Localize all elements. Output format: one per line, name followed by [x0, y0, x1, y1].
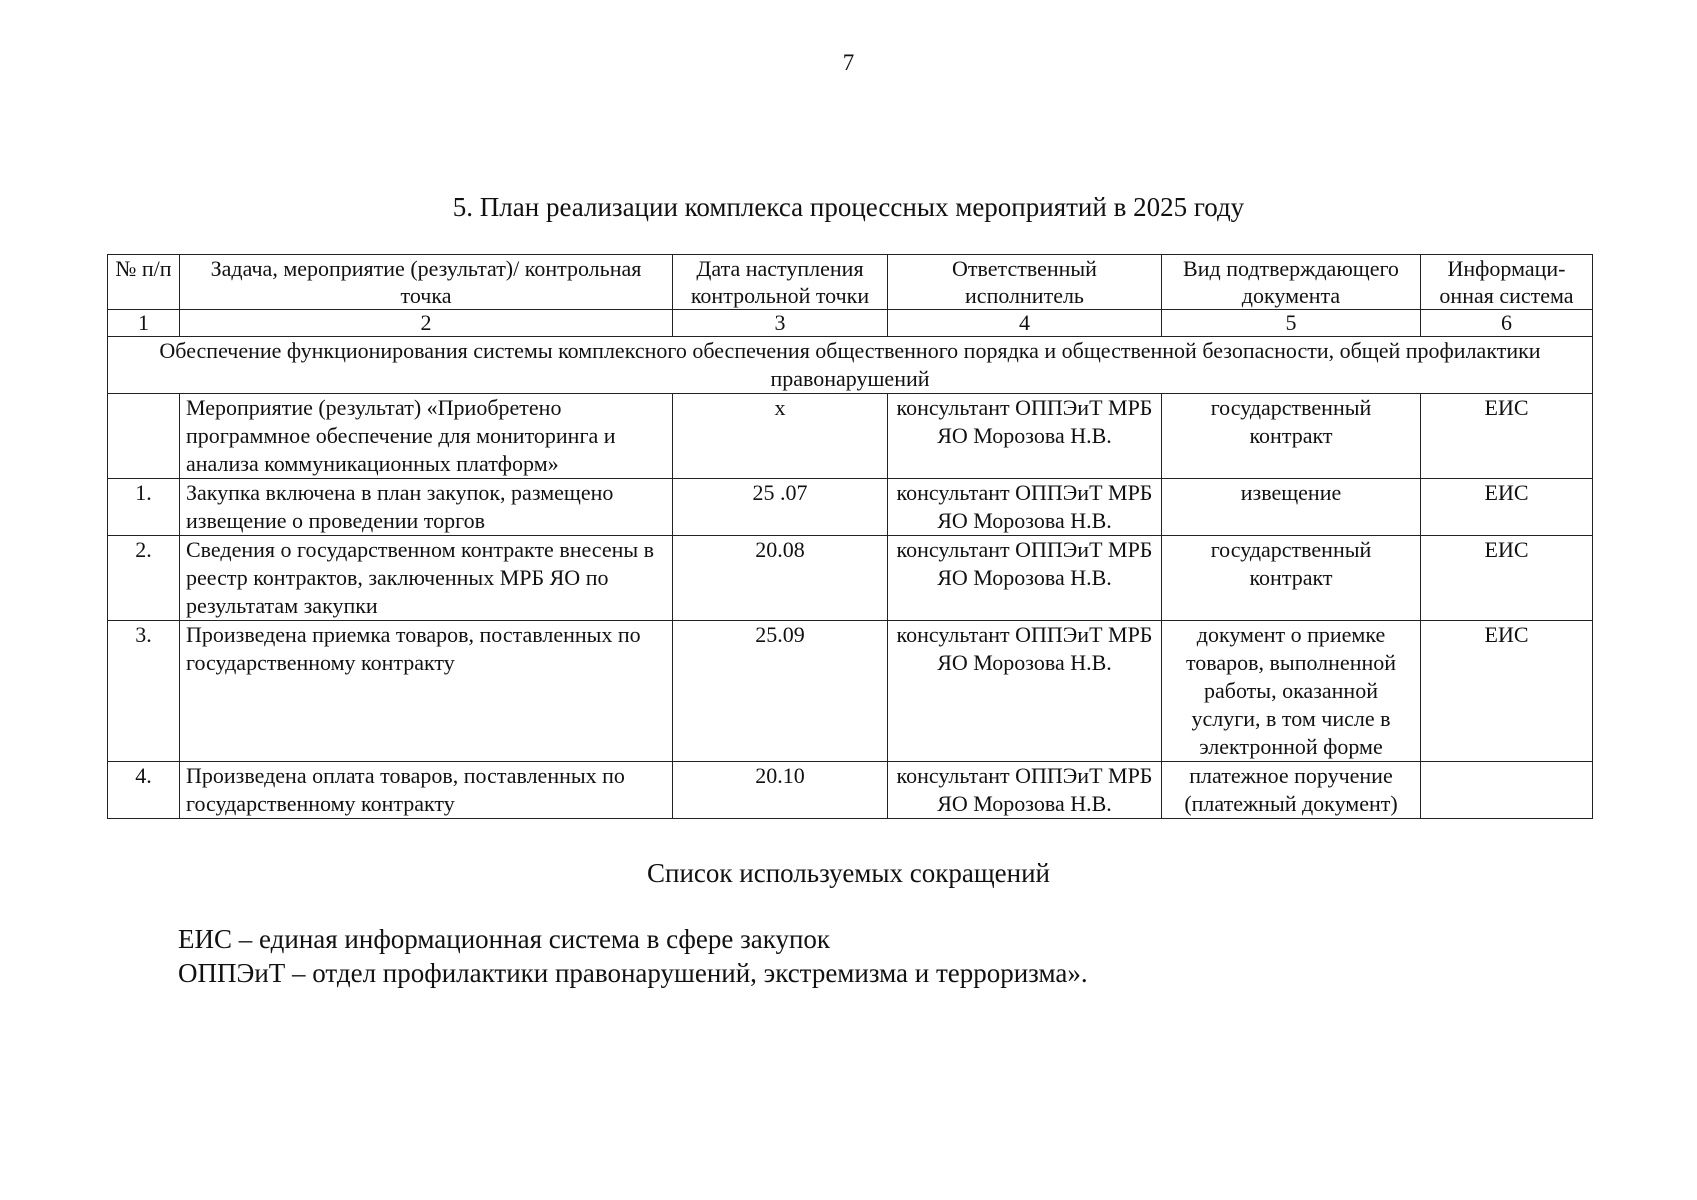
row-date: х [673, 394, 888, 479]
table-header-row [108, 255, 1593, 310]
table-row [108, 621, 1593, 762]
row-date: 25 .07 [673, 479, 888, 536]
row-task: Закупка включена в план закупок, размещено извещение о проведении торгов [180, 479, 673, 536]
column-number: 4 [888, 310, 1162, 337]
abbreviation-item: ЕИС – единая информационная система в сфере закупок [178, 924, 831, 954]
column-number: 2 [180, 310, 673, 337]
table-row [108, 536, 1593, 621]
abbreviations-list [178, 922, 1088, 990]
abbreviation-item: ОППЭиТ – отдел профилактики правонарушений, экстремизма и терроризма». [178, 958, 1088, 988]
row-system: ЕИС [1421, 394, 1593, 479]
header-task: Задача, мероприятие (результат)/ контрольная точка [180, 255, 673, 310]
row-num: 4. [108, 762, 180, 819]
column-number: 3 [673, 310, 888, 337]
row-system [1421, 762, 1593, 819]
row-document: извещение [1162, 479, 1421, 536]
row-executor: консультант ОППЭиТ МРБ ЯО Морозова Н.В. [888, 762, 1162, 819]
column-number: 1 [108, 310, 180, 337]
row-executor: консультант ОППЭиТ МРБ ЯО Морозова Н.В. [888, 621, 1162, 762]
abbreviations-title: Список используемых сокращений [647, 858, 1050, 888]
row-executor: консультант ОППЭиТ МРБ ЯО Морозова Н.В. [888, 479, 1162, 536]
row-date: 25.09 [673, 621, 888, 762]
row-task: Сведения о государственном контракте внесены в реестр контрактов, заключенных МРБ ЯО по результатам закупки [180, 536, 673, 621]
table-row [108, 479, 1593, 536]
column-number: 5 [1162, 310, 1421, 337]
header-system: Информаци-онная система [1421, 255, 1593, 310]
row-task: Мероприятие (результат) «Приобретено программное обеспечение для мониторинга и анализа коммуникационных платформ» [180, 394, 673, 479]
header-document: Вид подтверждающего документа [1162, 255, 1421, 310]
row-num [108, 394, 180, 479]
row-num: 1. [108, 479, 180, 536]
row-system: ЕИС [1421, 479, 1593, 536]
group-title: Обеспечение функционирования системы комплексного обеспечения общественного порядка и общественной безопасности, общей профилактики правонарушений [108, 337, 1593, 394]
section-title: 5. План реализации комплекса процессных мероприятий в 2025 году [452, 192, 1245, 222]
row-executor: консультант ОППЭиТ МРБ ЯО Морозова Н.В. [888, 394, 1162, 479]
header-num: № п/п [108, 255, 180, 310]
header-executor: Ответственный исполнитель [888, 255, 1162, 310]
table-row [108, 394, 1593, 479]
row-task: Произведена приемка товаров, поставленных по государственному контракту [180, 621, 673, 762]
table-row [108, 762, 1593, 819]
column-number-row [108, 310, 1593, 337]
row-num: 2. [108, 536, 180, 621]
page-number: 7 [842, 50, 855, 75]
row-document: государственный контракт [1162, 394, 1421, 479]
row-system: ЕИС [1421, 621, 1593, 762]
row-date: 20.08 [673, 536, 888, 621]
row-task: Произведена оплата товаров, поставленных по государственному контракту [180, 762, 673, 819]
header-date: Дата наступления контрольной точки [673, 255, 888, 310]
row-executor: консультант ОППЭиТ МРБ ЯО Морозова Н.В. [888, 536, 1162, 621]
row-document: государственный контракт [1162, 536, 1421, 621]
group-row [108, 337, 1593, 394]
row-num: 3. [108, 621, 180, 762]
row-date: 20.10 [673, 762, 888, 819]
plan-table [107, 254, 1593, 819]
row-document: платежное поручение (платежный документ) [1162, 762, 1421, 819]
row-document: документ о приемке товаров, выполненной работы, оказанной услуги, в том числе в электронной форме [1162, 621, 1421, 762]
column-number: 6 [1421, 310, 1593, 337]
row-system: ЕИС [1421, 536, 1593, 621]
